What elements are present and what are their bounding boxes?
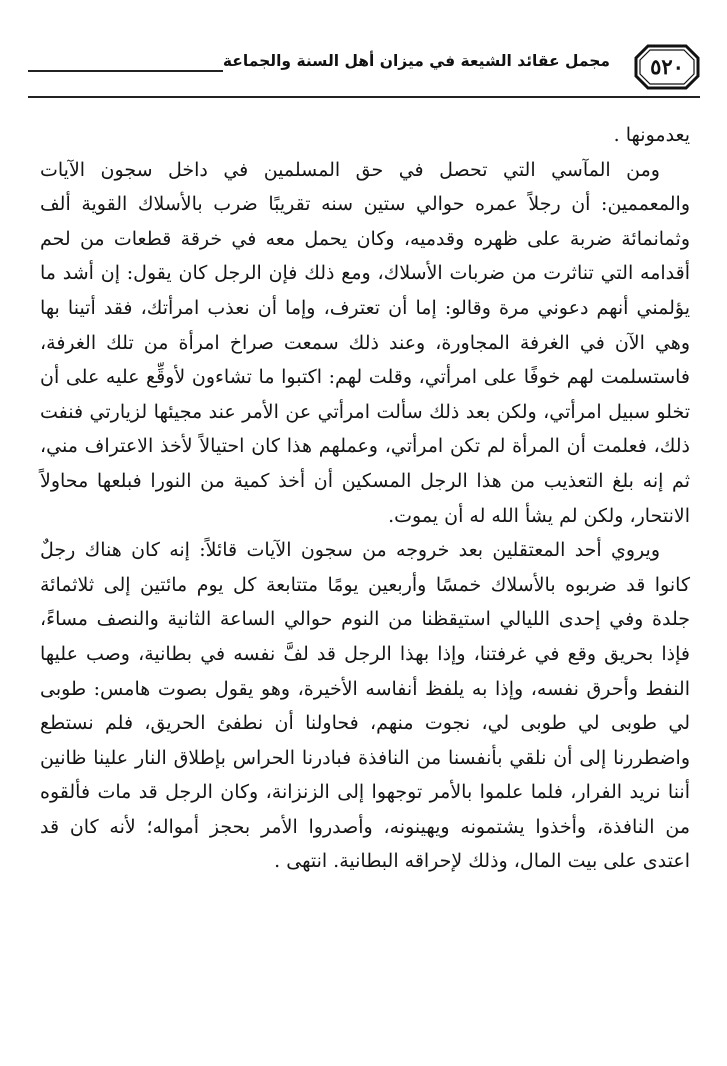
header-divider xyxy=(28,96,700,98)
title-rule xyxy=(28,70,223,72)
page-header xyxy=(28,40,700,98)
running-title: مجمل عقائد الشيعة في ميزان أهل السنة والجماعة xyxy=(222,52,610,70)
paragraph: ومن المآسي التي تحصل في حق المسلمين في داخل سجون الآيات والمعممين: أن رجلاً عمره حوالي ستين سنه تقريبًا ضرب بالأسلاك القوية ألف وثمانمائة ضربة على ظهره وقدميه، وكان يحمل معه في خرقة قطعات من لحم أقدامه التي تناثرت من ضربات الأسلاك، ومع ذلك فإن الرجل كان يقول: إن أشد ما يؤلمني أنهم دعوني مرة وقالو: إما أن تعترف، وإما أن نعذب امرأتك، فقد أتينا بها وهي الآن في الغرفة المجاورة، وعند ذلك سمعت صراخ امرأة من تلك الغرفة، فاستسلمت لهم خوفًا على امرأتي، وقلت لهم: اكتبوا ما تشاءون لأوقِّع عليه على أن تخلو سبيل امرأتي، ولكن بعد ذلك سألت امرأتي عن الأمر عند مجيئها لزيارتي فنفت ذلك، فعلمت أن المرأة لم تكن امرأتي، وعملهم هذا كان احتيالاً لأخذ الاعتراف مني، ثم إنه بلغ التعذيب من هذا الرجل المسكين أن أخذ كمية من النورا فبلعها محاولاً الانتحار، ولكن لم يشأ الله له أن يموت. xyxy=(40,158,690,527)
page-number-badge xyxy=(634,44,700,90)
paragraph-continuation: يعدمونها . xyxy=(613,124,690,146)
paragraph: ويروي أحد المعتقلين بعد خروجه من سجون الآيات قائلاً: إنه كان هناك رجلٌ كانوا قد ضربوه بالأسلاك خمسًا وأربعين يومًا متتابعة كل يوم مائتين إلى ثلاثمائة جلدة وفي إحدى الليالي استيقظنا من النوم حوالي الساعة الثانية والنصف مساءً، فإذا بحريق وقع في غرفتنا، وإذا بهذا الرجل قد لفَّ نفسه في بطانية، وصب عليها النفط وأحرق نفسه، وإذا به يلفظ أنفاسه الأخيرة، وهو يقول بصوت هامس: طوبى لي طوبى لي طوبى لي، نجوت منهم، فحاولنا أن نطفئ الحريق، فلم نستطع واضطررنا إلى أن نلقي بأنفسنا من النافذة فبادرنا الحراس بإطلاق النار علينا ظانين أننا نريد الفرار، فلما علموا بالأمر توجهوا إلى الزنزانة، وكان الرجل قد مات فألقوه من النافذة، وأخذوا يشتمونه ويهينونه، وأصدروا الأمر بحجز أمواله؛ لأنه كان قد اعتدى على بيت المال، وذلك لإحراقه البطانية. انتهى . xyxy=(40,539,690,873)
body-text xyxy=(40,118,690,879)
page-number: ٥٢٠ xyxy=(650,54,684,79)
